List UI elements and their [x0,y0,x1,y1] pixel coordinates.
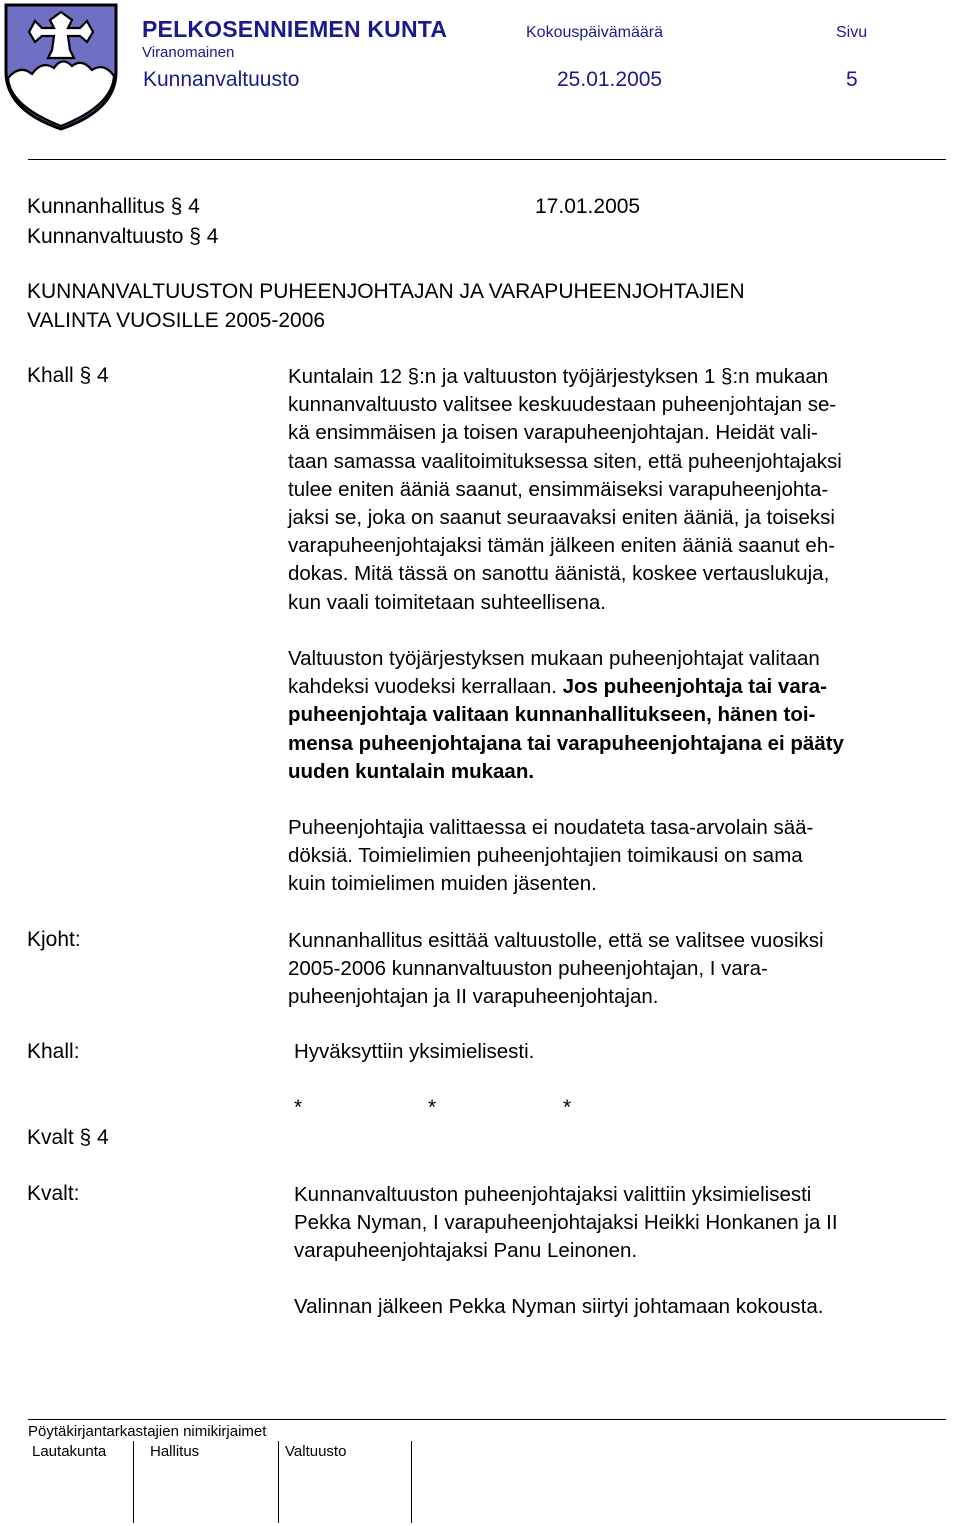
footer-column-divider [133,1441,134,1523]
kjoht-label: Kjoht: [27,928,81,951]
separator-star-3: * [563,1096,572,1119]
date-label: Kokouspäivämäärä [526,24,663,41]
kjoht-proposal: Kunnanhallitus esittää valtuustolle, että se valitsee vuosiksi 2005-2006 kunnanvaltuuston puheenjohtajan, I vara- puheenjohtajan ja II varapuheenjohtajan. [288,929,824,1009]
meeting-date: 25.01.2005 [557,68,663,91]
kunnanhallitus-date: 17.01.2005 [535,195,641,218]
footer-lautakunta: Lautakunta [32,1443,107,1460]
kvalt-decision: Kunnanvaltuuston puheenjohtajaksi valittiin yksimielisesti Pekka Nyman, I varapuheenjohtajaksi Heikki Honkanen ja II varapuheenjohtajaksi Panu Leinonen. [294,1183,838,1263]
footer-title: Pöytäkirjantarkastajien nimikirjaimet [28,1423,267,1440]
municipal-coat-of-arms-icon [2,2,120,132]
footer-valtuusto: Valtuusto [285,1443,347,1460]
kvalt-ref-label: Kvalt § 4 [27,1126,109,1149]
organization-subtitle: Viranomainen [142,44,235,61]
separator-star-1: * [294,1096,303,1119]
kunnanhallitus-ref: Kunnanhallitus § 4 [27,195,200,218]
footer-column-divider [411,1441,412,1523]
kunnanvaltuusto-ref: Kunnanvaltuusto § 4 [27,225,219,248]
khall-decision: Hyväksyttiin yksimielisesti. [294,1040,535,1063]
khall-label: Khall: [27,1040,80,1063]
footer-divider [28,1419,946,1420]
kvalt-label: Kvalt: [27,1182,80,1205]
footer-column-divider [278,1441,279,1523]
footer-hallitus: Hallitus [150,1443,200,1460]
organization-name: PELKOSENNIEMEN KUNTA [142,16,448,42]
page-number: 5 [846,68,858,91]
page-label: Sivu [836,24,868,41]
body-name: Kunnanvaltuusto [143,68,300,91]
closing-sentence: Valinnan jälkeen Pekka Nyman siirtyi johtamaan kokousta. [294,1295,824,1318]
document-title: KUNNANVALTUUSTON PUHEENJOHTAJAN JA VARAPUHEENJOHTAJIEN VALINTA VUOSILLE 2005-2006 [27,280,745,332]
header-divider [28,159,946,160]
paragraph-equality: Puheenjohtajia valittaessa ei noudateta tasa-arvolain sää- döksiä. Toimielimien puheenjohtajien toimikausi on sama kuin toimielimen muiden jäsenten. [288,816,814,896]
khall-ref-label: Khall § 4 [27,364,109,387]
paragraph-term: Valtuuston työjärjestyksen mukaan puheenjohtajat valitaan kahdeksi vuodeksi kerrallaan. Jos puheenjohtaja tai vara- puheenjohtaja valitaan kunnanhallitukseen, hänen toi- mensa puheenjohtajana tai varapuheenjohtajana ei pääty uuden kuntalain mukaan. [288,647,844,783]
paragraph-background: Kuntalain 12 §:n ja valtuuston työjärjestyksen 1 §:n mukaan kunnanvaltuusto valitsee keskuudestaan puheenjohtajan se- kä ensimmäisen ja toisen varapuheenjohtajan. Heidät vali- taan samassa vaalitoimituksessa siten, että puheenjohtajaksi tulee eniten ääniä saanut, ensimmäiseksi varapuheenjohta- jaksi se, joka on saanut seuraavaksi eniten ääniä, ja toiseksi varapuheenjohtajaksi tämän jälkeen eniten ääniä saanut eh- dokas. Mitä tässä on sanottu äänistä, koskee vertauslukuja, kun vaali toimitetaan suhteellisena. [288,365,842,614]
separator-star-2: * [428,1096,437,1119]
